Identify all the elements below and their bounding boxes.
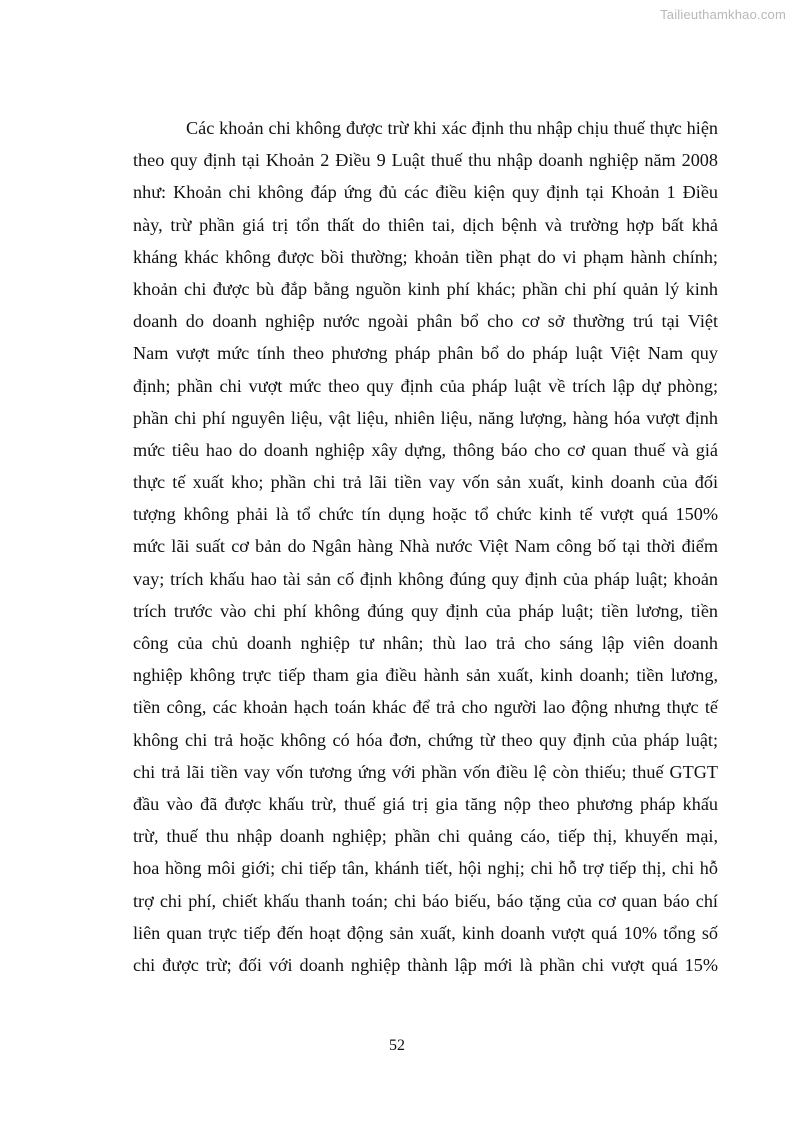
text-line: tiền công, các khoản hạch toán khác để trả cho người lao động nhưng thực tế [133,697,718,718]
watermark: Tailieuthamkhao.com [660,7,786,22]
body-paragraph [133,112,718,981]
text-line: như: Khoản chi không đáp ứng đủ các điều kiện quy định tại Khoản 1 Điều [133,182,718,203]
text-line: chi được trừ; đối với doanh nghiệp thành lập mới là phần chi vượt quá 15% [133,954,718,975]
text-line: thực tế xuất kho; phần chi trả lãi tiền vay vốn sản xuất, kinh doanh của đối [133,472,718,493]
text-line: trích trước vào chi phí không đúng quy định của pháp luật; tiền lương, tiền [133,600,718,621]
text-line: chi trả lãi tiền vay vốn tương ứng với phần vốn điều lệ còn thiếu; thuế GTGT [133,761,718,782]
text-line: theo quy định tại Khoản 2 Điều 9 Luật thuế thu nhập doanh nghiệp năm 2008 [133,150,718,171]
text-line: này, trừ phần giá trị tổn thất do thiên tai, dịch bệnh và trường hợp bất khả [133,214,718,235]
text-line: liên quan trực tiếp đến hoạt động sản xuất, kinh doanh vượt quá 10% tổng số [133,922,718,943]
text-line: doanh do doanh nghiệp nước ngoài phân bổ cho cơ sở thường trú tại Việt [133,311,718,332]
text-line: mức tiêu hao do doanh nghiệp xây dựng, thông báo cho cơ quan thuế và giá [133,439,718,460]
text-line: mức lãi suất cơ bản do Ngân hàng Nhà nước Việt Nam công bố tại thời điểm [133,536,718,557]
text-line: kháng khác không được bồi thường; khoản tiền phạt do vi phạm hành chính; [133,246,718,267]
text-line: hoa hồng môi giới; chi tiếp tân, khánh tiết, hội nghị; chi hỗ trợ tiếp thị, chi hỗ [133,858,718,879]
page-number: 52 [389,1037,405,1054]
text-line: công của chủ doanh nghiệp tư nhân; thù lao trả cho sáng lập viên doanh [133,633,718,653]
text-line: trợ chi phí, chiết khấu thanh toán; chi báo biếu, báo tặng của cơ quan báo chí [133,890,718,911]
text-line: đầu vào đã được khấu trừ, thuế giá trị gia tăng nộp theo phương pháp khấu [133,793,718,814]
text-line: nghiệp không trực tiếp tham gia điều hành sản xuất, kinh doanh; tiền lương, [133,665,718,686]
text-line: tượng không phải là tổ chức tín dụng hoặc tổ chức kinh tế vượt quá 150% [133,504,718,525]
text-line: vay; trích khấu hao tài sản cố định không đúng quy định của pháp luật; khoản [133,568,718,589]
text-line: Nam vượt mức tính theo phương pháp phân bổ do pháp luật Việt Nam quy [133,343,718,364]
text-line: không chi trả hoặc không có hóa đơn, chứng từ theo quy định của pháp luật; [133,729,718,750]
text-line: Các khoản chi không được trừ khi xác định thu nhập chịu thuế thực hiện [186,118,718,138]
text-line: khoản chi được bù đắp bằng nguồn kinh phí khác; phần chi phí quản lý kinh [133,278,718,299]
text-line: phần chi phí nguyên liệu, vật liệu, nhiên liệu, năng lượng, hàng hóa vượt định [133,407,718,428]
text-line: trừ, thuế thu nhập doanh nghiệp; phần chi quảng cáo, tiếp thị, khuyến mại, [133,826,718,847]
text-line: định; phần chi vượt mức theo quy định của pháp luật về trích lập dự phòng; [133,375,718,396]
